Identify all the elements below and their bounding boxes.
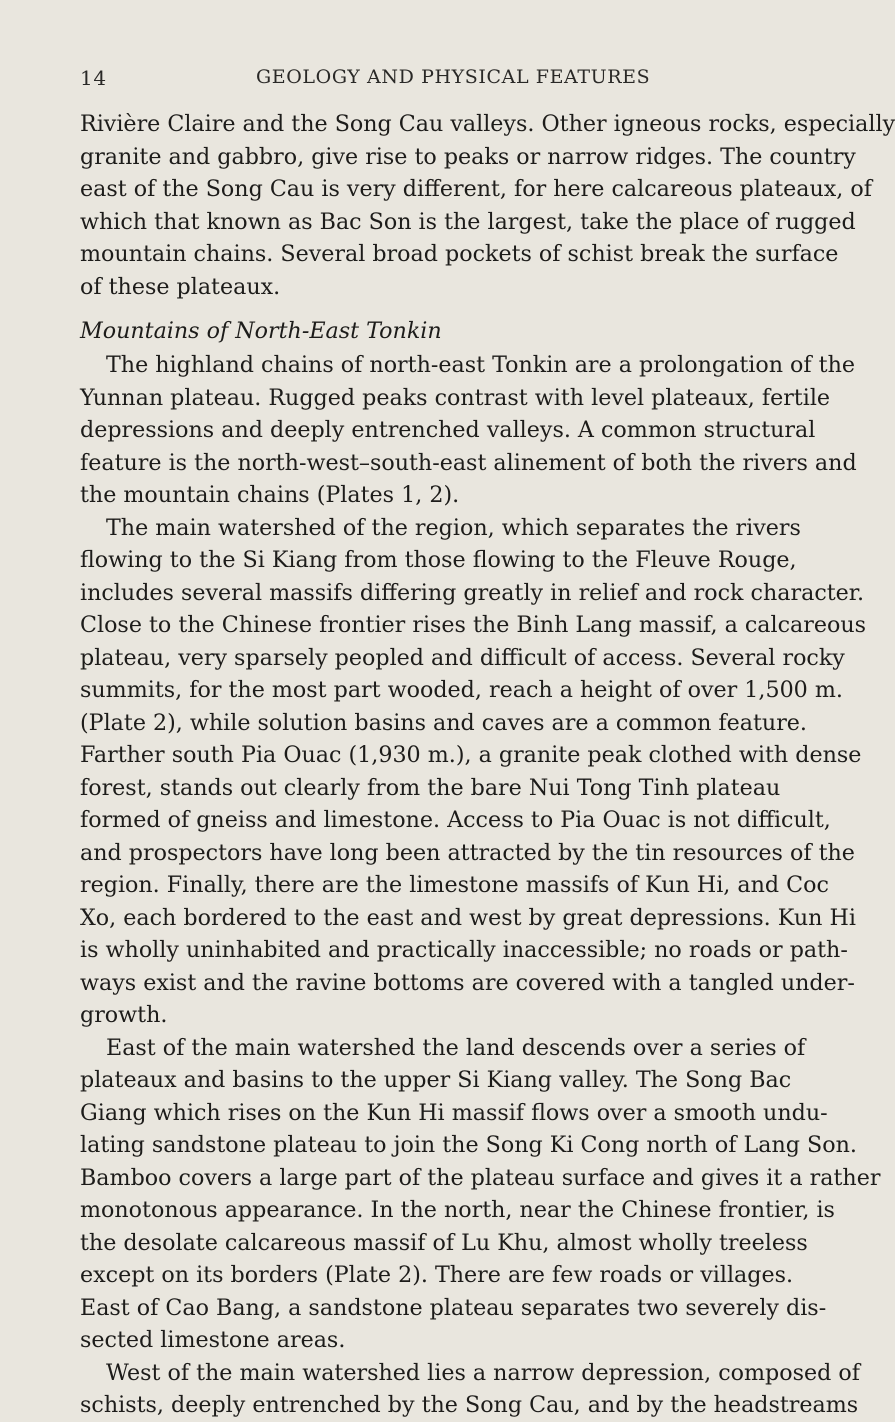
- text-line: Bamboo covers a large part of the plateau surface and gives it a rather: [80, 1164, 881, 1191]
- text-line: the desolate calcareous massif of Lu Khu, almost wholly treeless: [80, 1229, 808, 1256]
- text-line: except on its borders (Plate 2). There are few roads or villages.: [80, 1262, 794, 1288]
- section-heading: Mountains of North-East Tonkin: [80, 318, 442, 344]
- text-line: Farther south Pia Ouac (1,930 m.), a granite peak clothed with dense: [80, 742, 862, 768]
- text-line: ways exist and the ravine bottoms are covered with a tangled under-: [80, 969, 855, 996]
- text-line: monotonous appearance. In the north, near the Chinese frontier, is: [80, 1197, 835, 1223]
- text-line: growth.: [80, 1002, 168, 1028]
- text-line: feature is the north-west–south-east alinement of both the rivers and: [80, 449, 857, 476]
- text-line: which that known as Bac Son is the largest, take the place of rugged: [80, 208, 856, 235]
- text-line: east of the Song Cau is very different, for here calcareous plateaux, of: [80, 176, 872, 202]
- running-title: GEOLOGY AND PHYSICAL FEATURES: [256, 66, 651, 88]
- text-line: is wholly uninhabited and practically inaccessible; no roads or path-: [80, 937, 848, 963]
- text-line: Xo, each bordered to the east and west by great depressions. Kun Hi: [80, 904, 856, 931]
- text-line: forest, stands out clearly from the bare Nui Tong Tinh plateau: [80, 774, 781, 801]
- text-line: depressions and deeply entrenched valleys. A common structural: [80, 417, 816, 443]
- text-line: Yunnan plateau. Rugged peaks contrast with level plateaux, fertile: [80, 384, 831, 411]
- text-line: West of the main watershed lies a narrow depression, composed of: [106, 1359, 860, 1386]
- text-line: sected limestone areas.: [80, 1327, 346, 1353]
- text-line: East of the main watershed the land descends over a series of: [106, 1034, 806, 1061]
- text-line: Giang which rises on the Kun Hi massif flows over a smooth undu-: [80, 1099, 828, 1126]
- text-line: plateau, very sparsely peopled and difficult of access. Several rocky: [80, 644, 845, 671]
- text-line: flowing to the Si Kiang from those flowing to the Fleuve Rouge,: [80, 547, 797, 573]
- text-line: mountain chains. Several broad pockets of schist break the surface: [80, 241, 839, 267]
- running-head: [80, 66, 768, 96]
- text-line: region. Finally, there are the limestone massifs of Kun Hi, and Coc: [80, 872, 829, 898]
- text-line: East of Cao Bang, a sandstone plateau separates two severely dis-: [80, 1294, 827, 1321]
- text-line: Close to the Chinese frontier rises the Binh Lang massif, a calcareous: [80, 612, 867, 638]
- text-line: and prospectors have long been attracted by the tin resources of the: [80, 839, 855, 866]
- text-line: Rivière Claire and the Song Cau valleys. Other igneous rocks, especially: [80, 111, 895, 137]
- text-line: of these plateaux.: [80, 273, 281, 300]
- text-line: summits, for the most part wooded, reach a height of over 1,500 m.: [80, 677, 843, 703]
- text-line: The highland chains of north-east Tonkin are a prolongation of the: [106, 352, 856, 378]
- text-line: The main watershed of the region, which separates the rivers: [106, 514, 801, 541]
- body-text: [80, 108, 895, 1422]
- text-line: includes several massifs differing greatly in relief and rock character.: [80, 579, 865, 606]
- text-line: lating sandstone plateau to join the Song Ki Cong north of Lang Son.: [80, 1132, 857, 1158]
- text-line: (Plate 2), while solution basins and caves are a common feature.: [80, 709, 807, 736]
- text-line: granite and gabbro, give rise to peaks or narrow ridges. The country: [80, 143, 856, 170]
- text-line: formed of gneiss and limestone. Access to Pia Ouac is not difficult,: [80, 807, 831, 833]
- text-line: schists, deeply entrenched by the Song Cau, and by the headstreams: [80, 1392, 859, 1418]
- text-line: plateaux and basins to the upper Si Kiang valley. The Song Bac: [80, 1067, 792, 1093]
- page-number: 14: [80, 66, 107, 90]
- text-line: the mountain chains (Plates 1, 2).: [80, 482, 460, 508]
